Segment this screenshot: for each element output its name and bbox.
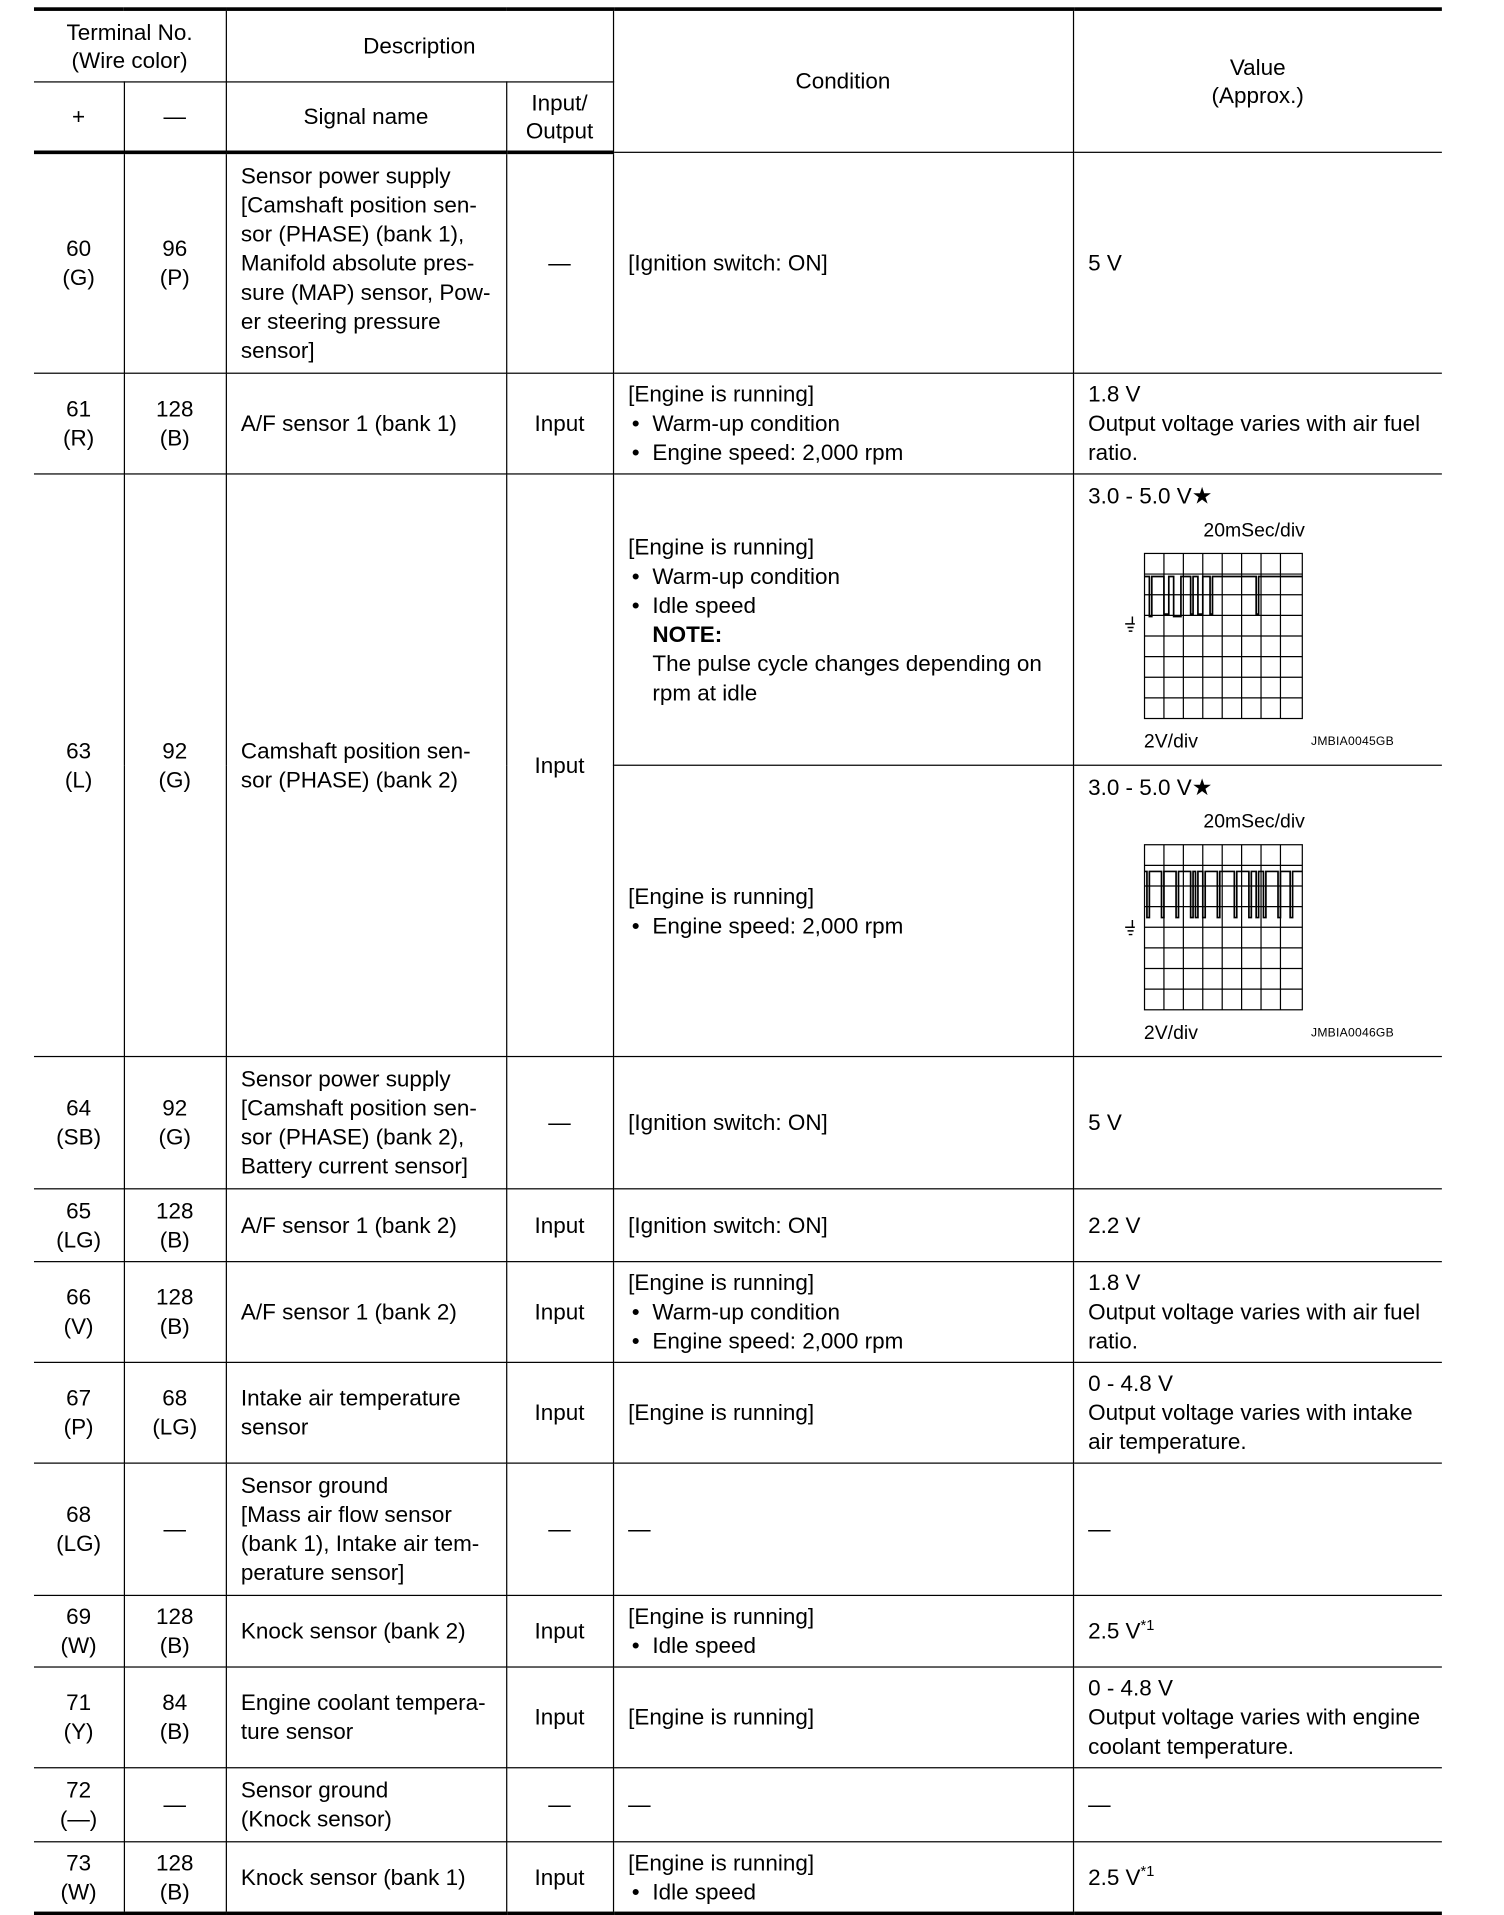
value: 5 V [1073,1057,1442,1189]
condition: [Engine is running] [613,1362,1073,1463]
footnote-marker: *1 [1140,1862,1155,1880]
condition-head: [Engine is running] [628,381,815,407]
condition-item: • Engine speed: 2,000 rpm [628,438,1063,467]
condition-header: Condition [613,9,1073,152]
time-division: 20mSec/div [1203,811,1305,833]
terminal-table [34,7,1442,1915]
plus-terminal: 72 (—) [34,1768,124,1842]
value-body: Output voltage varies with air fuel ratio. [1088,1298,1421,1354]
table-row [34,1768,1442,1842]
footnote-marker: *1 [1140,1616,1155,1634]
value: — [1073,1768,1442,1842]
value-head: 3.0 - 5.0 V [1088,774,1192,800]
minus-terminal: 128 (B) [124,373,226,474]
condition-item: • Engine speed: 2,000 rpm [628,1327,1063,1356]
condition-head: [Engine is running] [628,1849,815,1875]
table-row [34,1842,1442,1914]
io-type: Input [506,474,613,1057]
io-type: Input [506,1262,613,1363]
table-row [34,373,1442,474]
pulse-trace [1144,871,1302,917]
value [1073,474,1442,765]
oscilloscope-waveform [1088,808,1416,1051]
terminal-header: Terminal No. (Wire color) [34,9,226,82]
oscilloscope-waveform [1088,517,1416,760]
io-type: — [506,1768,613,1842]
minus-terminal: 84 (B) [124,1667,226,1768]
voltage-division: 2V/div [1143,731,1198,753]
value: 2.2 V [1073,1189,1442,1262]
io-type: Input [506,1667,613,1768]
condition-item: • Warm-up condition [628,409,1063,438]
minus-terminal: 128 (B) [124,1595,226,1667]
io-type: Input [506,1842,613,1914]
value-body: Output voltage varies with air fuel ratio. [1088,410,1421,465]
plus-terminal: 73 (W) [34,1842,124,1914]
voltage-division: 2V/div [1143,1023,1198,1044]
waveform-graph-1 [1125,544,1307,724]
plus-terminal: 60 (G) [34,152,124,373]
minus-terminal: 128 (B) [124,1842,226,1914]
condition: [Ignition switch: ON] [613,1057,1073,1189]
minus-terminal: — [124,1463,226,1595]
description-header: Description [226,9,613,82]
io-type: Input [506,1362,613,1463]
ground-symbol [1125,617,1135,632]
value-header: Value (Approx.) [1073,9,1442,152]
minus-terminal: 128 (B) [124,1189,226,1262]
table-row [34,1362,1442,1463]
io-type: — [506,1463,613,1595]
signal-name: Sensor ground (Knock sensor) [226,1768,506,1842]
signal-name: Intake air temperature sensor [226,1362,506,1463]
table-row [34,1595,1442,1667]
signal-name: Sensor power supply [Camshaft position sen- sor (PHASE) (bank 2), Battery current sensor] [226,1057,506,1189]
condition: [Ignition switch: ON] [613,1189,1073,1262]
io-header: Input/ Output [506,82,613,152]
minus-header: — [124,82,226,152]
condition [613,1842,1073,1914]
star-icon: ★ [1191,484,1213,510]
plus-terminal: 63 (L) [34,474,124,1057]
figure-reference: JMBIA0045GB [1311,735,1394,749]
io-type: Input [506,1189,613,1262]
condition [613,373,1073,474]
value-body: Output voltage varies with intake air temperature. [1088,1399,1413,1455]
value [1073,1262,1442,1363]
condition [613,765,1073,1056]
condition-item: • Warm-up condition [628,561,1063,590]
table-row [34,1463,1442,1595]
condition-item: • Engine speed: 2,000 rpm [628,911,1063,940]
signal-name: A/F sensor 1 (bank 1) [226,373,506,474]
io-type: Input [506,1595,613,1667]
condition: — [613,1768,1073,1842]
value [1073,1362,1442,1463]
io-type: — [506,152,613,373]
condition-head: [Engine is running] [628,882,815,909]
condition-item: • Idle speed [628,1631,1063,1660]
plus-terminal: 61 (R) [34,373,124,474]
ground-symbol [1125,920,1135,935]
condition: — [613,1463,1073,1595]
table-row [34,1667,1442,1768]
plus-terminal: 64 (SB) [34,1057,124,1189]
condition-item: • Idle speed [628,590,1063,619]
minus-terminal: 68 (LG) [124,1362,226,1463]
signal-name-header: Signal name [226,82,506,152]
value-text: 2.5 V [1088,1863,1141,1890]
table-row [34,1057,1442,1189]
condition-head: [Engine is running] [628,1603,815,1629]
value [1073,1667,1442,1768]
io-type: — [506,1057,613,1189]
table-row [34,474,1442,765]
minus-terminal: 96 (P) [124,152,226,373]
waveform-graph-2 [1125,835,1307,1015]
value: 5 V [1073,152,1442,373]
io-type: Input [506,373,613,474]
plus-header: + [34,82,124,152]
condition-item: • Warm-up condition [628,1297,1063,1326]
signal-name: Sensor power supply [Camshaft position sen- sor (PHASE) (bank 1), Manifold absolute pres- sure (MAP) sensor, Pow- er steering pressure sensor] [226,152,506,373]
value-head: 3.0 - 5.0 V [1088,483,1192,509]
time-division: 20mSec/div [1203,520,1305,542]
minus-terminal: 128 (B) [124,1262,226,1363]
value [1073,1842,1442,1914]
value: — [1073,1463,1442,1595]
value [1073,373,1442,474]
value [1073,1595,1442,1667]
plus-terminal: 65 (LG) [34,1189,124,1262]
minus-terminal: 92 (G) [124,474,226,1057]
condition [613,1595,1073,1667]
condition-head: [Engine is running] [628,1269,815,1296]
plus-terminal: 71 (Y) [34,1667,124,1768]
signal-name: Sensor ground [Mass air flow sensor (bank 1), Intake air tem- perature sensor] [226,1463,506,1595]
plus-terminal: 66 (V) [34,1262,124,1363]
plus-terminal: 68 (LG) [34,1463,124,1595]
value-head: 0 - 4.8 V [1088,1370,1173,1396]
value-head: 0 - 4.8 V [1088,1674,1173,1701]
signal-name: A/F sensor 1 (bank 2) [226,1262,506,1363]
value-head: 1.8 V [1088,381,1141,407]
condition-head: [Engine is running] [628,533,815,559]
condition: [Ignition switch: ON] [613,152,1073,373]
plus-terminal: 67 (P) [34,1362,124,1463]
value [1073,765,1442,1056]
table-row [34,1189,1442,1262]
signal-name: Camshaft position sen- sor (PHASE) (bank 2) [226,474,506,1057]
signal-name: Knock sensor (bank 1) [226,1842,506,1914]
signal-name: A/F sensor 1 (bank 2) [226,1189,506,1262]
signal-name: Knock sensor (bank 2) [226,1595,506,1667]
condition [613,1262,1073,1363]
note-text: The pulse cycle changes depending on rpm at idle [652,649,1042,705]
minus-terminal: — [124,1768,226,1842]
note-label: NOTE: [652,620,723,647]
figure-reference: JMBIA0046GB [1311,1026,1394,1041]
condition [613,474,1073,765]
value-head: 1.8 V [1088,1269,1141,1296]
condition-item: • Idle speed [628,1877,1063,1906]
table-row [34,1262,1442,1363]
minus-terminal: 92 (G) [124,1057,226,1189]
condition: [Engine is running] [613,1667,1073,1768]
star-icon: ★ [1191,775,1213,802]
signal-name: Engine coolant tempera- ture sensor [226,1667,506,1768]
plus-terminal: 69 (W) [34,1595,124,1667]
table-row [34,152,1442,373]
scope-grid [1144,845,1302,1010]
value-body: Output voltage varies with engine coolant temperature. [1088,1704,1421,1759]
value-text: 2.5 V [1088,1617,1141,1644]
pulse-trace [1144,577,1302,617]
